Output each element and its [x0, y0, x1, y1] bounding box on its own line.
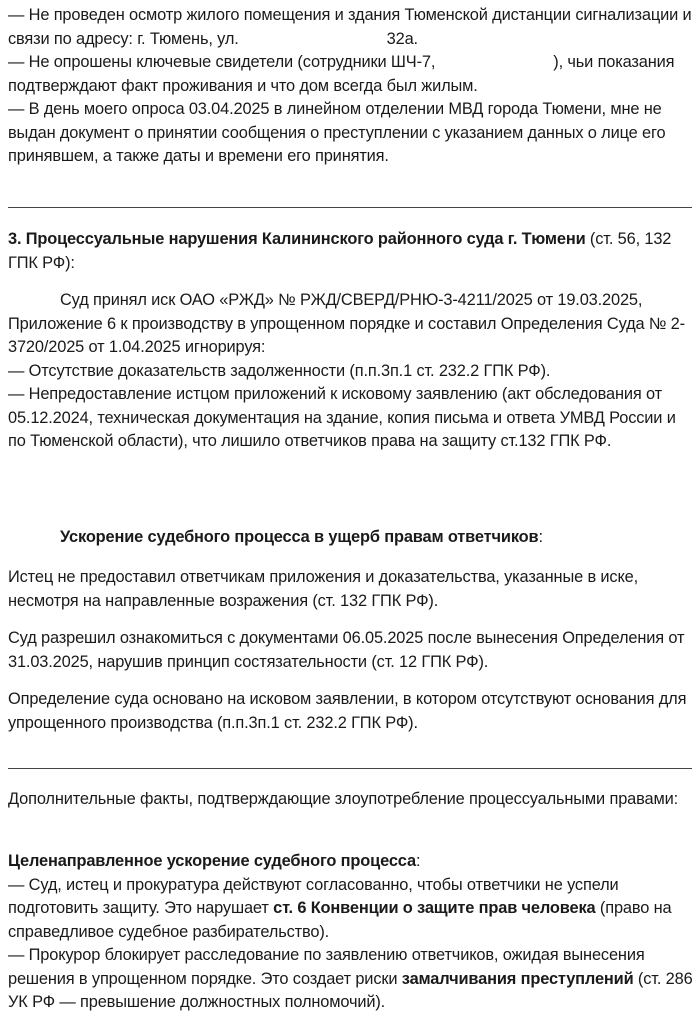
section-3-body: [8, 289, 694, 454]
acceleration-p2: Суд разрешил ознакомиться с документами 06.05.2025 после вынесения Определения от 31.03.2025, нарушив принцип состязательности (ст. 12 ГПК РФ).: [8, 629, 685, 671]
top-fragment: [8, 4, 694, 169]
additional-heading: Целенаправленное ускорение судебного процесса:: [8, 852, 421, 870]
no-attachments-item: — Непредоставление истцом приложений к исковому заявлению (акт обследования от 05.12.2024, техническая документация на здание, копия письма и ответа УМВД России и по Тюменской области), что лишило ответчиков права на защиту ст.132 ГПК РФ.: [8, 385, 676, 450]
prosecutor-blocks-item: — Прокурор блокирует расследование по заявлению ответчиков, ожидая вынесения решения в упрощенном порядке. Это создает риски замалчивания преступлений (ст. 286 УК РФ — превышение должностных полномочий).: [8, 946, 693, 1011]
section-3: [8, 228, 694, 275]
section-3-heading: 3. Процессуальные нарушения Калининского районного суда г. Тюмени (ст. 56, 132 ГПК РФ):: [8, 230, 672, 272]
court-accepted-claim-paragraph: Суд принял иск ОАО «РЖД» № РЖД/СВЕРД/РНЮ-3-4211/2025 от 19.03.2025, Приложение 6 к производству в упрощенном порядке и составил Определения Суда № 2-3720/2025 от 1.04.2025 игнорируя:: [8, 291, 685, 356]
additional-facts: [8, 850, 694, 1015]
additional-intro: Дополнительные факты, подтверждающие злоупотребление процессуальными правами:: [8, 790, 678, 808]
coordinated-action-item: — Суд, истец и прокуратура действуют согласованно, чтобы ответчики не успели подготовить защиту. Это нарушает ст. 6 Конвенции о защите прав человека (право на справедливое судебное разбирательство).: [8, 875, 672, 941]
divider: [8, 207, 692, 208]
acceleration-p1: Истец не предоставил ответчикам приложения и доказательства, указанные в иске, несмотря на направленные возражения (ст. 132 ГПК РФ).: [8, 568, 639, 610]
acceleration-p3: Определение суда основано на исковом заявлении, в котором отсутствуют основания для упрощенного производства (п.п.3п.1 ст. 232.2 ГПК РФ).: [8, 690, 687, 732]
missing-inspection-item: — Не проведен осмотр жилого помещения и здания Тюменской дистанции сигнализации и связи по адресу: г. Тюмень, ул. 32а.: [8, 6, 692, 48]
no-evidence-item: — Отсутствие доказательств задолженности (п.п.3п.1 ст. 232.2 ГПК РФ).: [8, 361, 551, 380]
acceleration-heading: Ускорение судебного процесса в ущерб правам ответчиков:: [60, 528, 543, 546]
missing-witnesses-item: — Не опрошены ключевые свидетели (сотрудники ШЧ-7, ), чьи показания подтверждают факт проживания и что дом всегда был жилым.: [8, 53, 675, 95]
divider: [8, 768, 692, 769]
no-document-item: — В день моего опроса 03.04.2025 в линейном отделении МВД города Тюмени, мне не выдан документ о принятии сообщения о преступлении с указанием данных о лице его принявшем, а также даты и времени его принятия.: [8, 100, 666, 165]
